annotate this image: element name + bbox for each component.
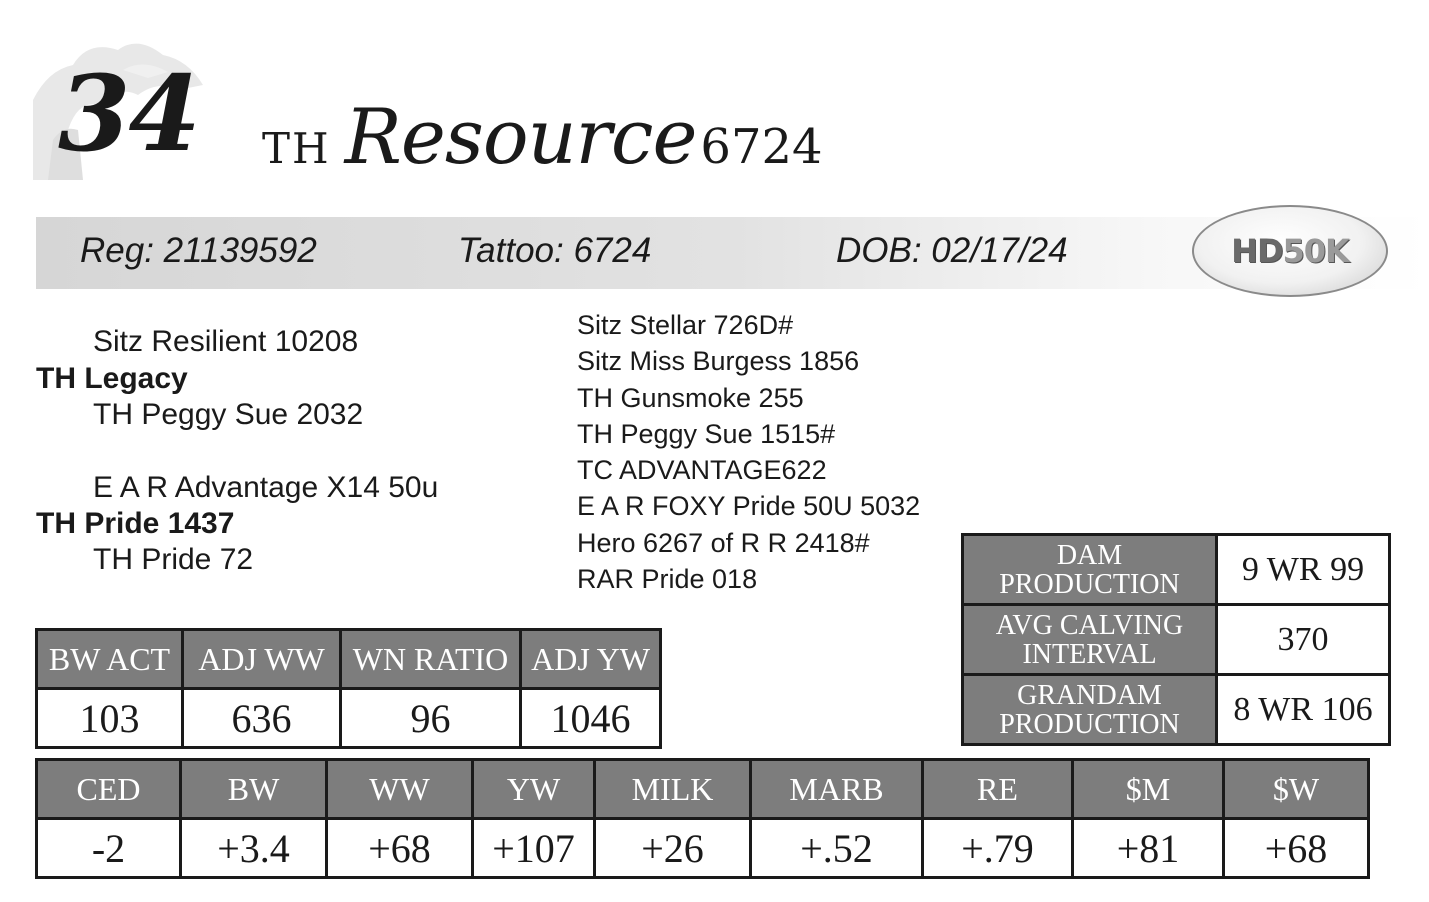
tattoo: Tattoo: 6724 bbox=[458, 231, 652, 270]
dam-sire: E A R Advantage X14 50u bbox=[93, 471, 439, 504]
perf-value-adj-yw: 1046 bbox=[521, 689, 661, 748]
epd-table bbox=[35, 758, 1370, 879]
epd-value-milk: +26 bbox=[595, 819, 751, 878]
dam-production-table bbox=[961, 533, 1391, 746]
epd-value-ced: -2 bbox=[37, 819, 181, 878]
table-row bbox=[37, 760, 1369, 819]
epd-header-bw: BW bbox=[181, 760, 327, 819]
title-prefix: TH bbox=[262, 124, 331, 173]
title-script: Resource bbox=[344, 92, 697, 181]
great-grandparent: Sitz Stellar 726D# bbox=[577, 310, 794, 340]
grandam-production-label: GRANDAM PRODUCTION bbox=[963, 675, 1217, 745]
badge-50k: 50K bbox=[1282, 232, 1349, 270]
epd-value-dollar-m: +81 bbox=[1073, 819, 1224, 878]
great-grandparent: Hero 6267 of R R 2418# bbox=[577, 528, 870, 558]
perf-value-adj-ww: 636 bbox=[183, 689, 341, 748]
epd-value-yw: +107 bbox=[473, 819, 595, 878]
hd50k-badge-icon bbox=[1192, 205, 1388, 297]
perf-value-wn-ratio: 96 bbox=[341, 689, 521, 748]
perf-header-adj-ww: ADJ WW bbox=[183, 630, 341, 689]
epd-header-ced: CED bbox=[37, 760, 181, 819]
table-row bbox=[37, 819, 1369, 878]
table-row bbox=[37, 689, 661, 748]
great-grandparent: RAR Pride 018 bbox=[577, 564, 758, 594]
great-grandparent: Sitz Miss Burgess 1856 bbox=[577, 346, 860, 376]
grandam-production-value: 8 WR 106 bbox=[1217, 675, 1390, 745]
perf-header-wn-ratio: WN RATIO bbox=[341, 630, 521, 689]
registration-number: Reg: 21139592 bbox=[80, 231, 317, 270]
great-grandparent: TH Peggy Sue 1515# bbox=[577, 419, 836, 449]
perf-header-adj-yw: ADJ YW bbox=[521, 630, 661, 689]
epd-value-marb: +.52 bbox=[751, 819, 923, 878]
epd-value-bw: +3.4 bbox=[181, 819, 327, 878]
dam-production-label: DAM PRODUCTION bbox=[963, 535, 1217, 605]
table-row bbox=[37, 630, 661, 689]
dam: TH Pride 1437 bbox=[36, 507, 235, 540]
great-grandparent: TC ADVANTAGE622 bbox=[577, 455, 827, 485]
sire: TH Legacy bbox=[36, 362, 188, 395]
dam-dam: TH Pride 72 bbox=[93, 543, 254, 576]
great-grandparent: E A R FOXY Pride 50U 5032 bbox=[577, 491, 921, 521]
epd-value-ww: +68 bbox=[327, 819, 473, 878]
epd-header-re: RE bbox=[923, 760, 1073, 819]
epd-header-milk: MILK bbox=[595, 760, 751, 819]
dam-production-value: 9 WR 99 bbox=[1217, 535, 1390, 605]
badge-hd: HD bbox=[1231, 232, 1283, 270]
great-grandparent: TH Gunsmoke 255 bbox=[577, 383, 804, 413]
animal-name bbox=[262, 92, 823, 181]
epd-header-dollar-w: $W bbox=[1224, 760, 1369, 819]
epd-header-ww: WW bbox=[327, 760, 473, 819]
avg-calving-interval-label: AVG CALVING INTERVAL bbox=[963, 605, 1217, 675]
sire-dam: TH Peggy Sue 2032 bbox=[93, 398, 364, 431]
perf-header-bw-act: BW ACT bbox=[37, 630, 183, 689]
perf-value-bw-act: 103 bbox=[37, 689, 183, 748]
table-row bbox=[963, 675, 1390, 745]
epd-value-re: +.79 bbox=[923, 819, 1073, 878]
epd-header-marb: MARB bbox=[751, 760, 923, 819]
sire-sire: Sitz Resilient 10208 bbox=[93, 325, 359, 358]
performance-table bbox=[35, 628, 662, 749]
lot-number: 34 bbox=[58, 52, 199, 175]
epd-header-yw: YW bbox=[473, 760, 595, 819]
title-number: 6724 bbox=[700, 119, 823, 175]
avg-calving-interval-value: 370 bbox=[1217, 605, 1390, 675]
table-row bbox=[963, 605, 1390, 675]
table-row bbox=[963, 535, 1390, 605]
date-of-birth: DOB: 02/17/24 bbox=[836, 231, 1068, 270]
epd-header-dollar-m: $M bbox=[1073, 760, 1224, 819]
epd-value-dollar-w: +68 bbox=[1224, 819, 1369, 878]
